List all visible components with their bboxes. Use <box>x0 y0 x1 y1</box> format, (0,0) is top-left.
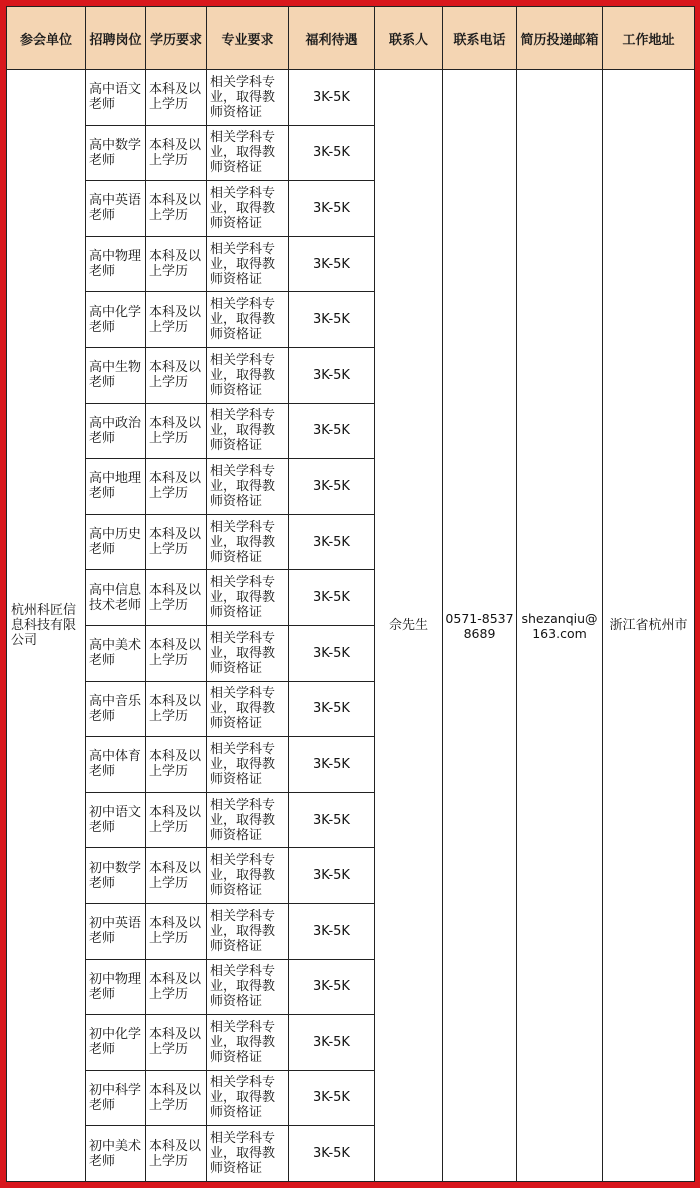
pay-cell: 3K-5K <box>289 181 375 237</box>
position-cell: 初中化学老师 <box>86 1015 146 1071</box>
pay-cell: 3K-5K <box>289 292 375 348</box>
major-cell: 相关学科专业，取得教师资格证 <box>207 792 289 848</box>
position-cell: 初中物理老师 <box>86 959 146 1015</box>
position-cell: 初中数学老师 <box>86 848 146 904</box>
education-cell: 本科及以上学历 <box>146 1126 207 1182</box>
major-cell: 相关学科专业，取得教师资格证 <box>207 70 289 126</box>
position-cell: 初中美术老师 <box>86 1126 146 1182</box>
contact-cell: 佘先生 <box>375 70 443 1182</box>
company-cell: 杭州科匠信息科技有限公司 <box>7 70 86 1182</box>
major-cell: 相关学科专业，取得教师资格证 <box>207 1070 289 1126</box>
position-cell: 初中语文老师 <box>86 792 146 848</box>
major-cell: 相关学科专业，取得教师资格证 <box>207 403 289 459</box>
education-cell: 本科及以上学历 <box>146 903 207 959</box>
major-cell: 相关学科专业，取得教师资格证 <box>207 625 289 681</box>
header-address: 工作地址 <box>603 7 695 70</box>
education-cell: 本科及以上学历 <box>146 459 207 515</box>
education-cell: 本科及以上学历 <box>146 625 207 681</box>
education-cell: 本科及以上学历 <box>146 292 207 348</box>
table-header-row <box>7 7 695 70</box>
major-cell: 相关学科专业，取得教师资格证 <box>207 1015 289 1071</box>
position-cell: 高中数学老师 <box>86 125 146 181</box>
education-cell: 本科及以上学历 <box>146 1015 207 1071</box>
header-company: 参会单位 <box>7 7 86 70</box>
education-cell: 本科及以上学历 <box>146 236 207 292</box>
major-cell: 相关学科专业，取得教师资格证 <box>207 514 289 570</box>
pay-cell: 3K-5K <box>289 347 375 403</box>
major-cell: 相关学科专业，取得教师资格证 <box>207 737 289 793</box>
position-cell: 高中政治老师 <box>86 403 146 459</box>
position-cell: 高中英语老师 <box>86 181 146 237</box>
phone-cell: 0571-85378689 <box>443 70 517 1182</box>
pay-cell: 3K-5K <box>289 514 375 570</box>
page-frame <box>6 6 694 1182</box>
header-major: 专业要求 <box>207 7 289 70</box>
position-cell: 高中化学老师 <box>86 292 146 348</box>
pay-cell: 3K-5K <box>289 959 375 1015</box>
position-cell: 高中生物老师 <box>86 347 146 403</box>
position-cell: 高中体育老师 <box>86 737 146 793</box>
education-cell: 本科及以上学历 <box>146 681 207 737</box>
position-cell: 初中科学老师 <box>86 1070 146 1126</box>
education-cell: 本科及以上学历 <box>146 70 207 126</box>
education-cell: 本科及以上学历 <box>146 1070 207 1126</box>
education-cell: 本科及以上学历 <box>146 125 207 181</box>
pay-cell: 3K-5K <box>289 236 375 292</box>
address-cell: 浙江省杭州市 <box>603 70 695 1182</box>
education-cell: 本科及以上学历 <box>146 737 207 793</box>
pay-cell: 3K-5K <box>289 681 375 737</box>
position-cell: 高中地理老师 <box>86 459 146 515</box>
header-position: 招聘岗位 <box>86 7 146 70</box>
education-cell: 本科及以上学历 <box>146 181 207 237</box>
education-cell: 本科及以上学历 <box>146 514 207 570</box>
major-cell: 相关学科专业，取得教师资格证 <box>207 347 289 403</box>
pay-cell: 3K-5K <box>289 70 375 126</box>
position-cell: 高中语文老师 <box>86 70 146 126</box>
pay-cell: 3K-5K <box>289 125 375 181</box>
pay-cell: 3K-5K <box>289 625 375 681</box>
table-body <box>7 70 695 1182</box>
recruitment-table <box>6 6 695 1182</box>
major-cell: 相关学科专业，取得教师资格证 <box>207 181 289 237</box>
major-cell: 相关学科专业，取得教师资格证 <box>207 959 289 1015</box>
position-cell: 初中英语老师 <box>86 903 146 959</box>
header-phone: 联系电话 <box>443 7 517 70</box>
pay-cell: 3K-5K <box>289 903 375 959</box>
header-pay: 福利待遇 <box>289 7 375 70</box>
pay-cell: 3K-5K <box>289 1126 375 1182</box>
education-cell: 本科及以上学历 <box>146 792 207 848</box>
pay-cell: 3K-5K <box>289 570 375 626</box>
pay-cell: 3K-5K <box>289 459 375 515</box>
education-cell: 本科及以上学历 <box>146 347 207 403</box>
pay-cell: 3K-5K <box>289 1070 375 1126</box>
education-cell: 本科及以上学历 <box>146 570 207 626</box>
position-cell: 高中物理老师 <box>86 236 146 292</box>
position-cell: 高中音乐老师 <box>86 681 146 737</box>
major-cell: 相关学科专业，取得教师资格证 <box>207 1126 289 1182</box>
position-cell: 高中历史老师 <box>86 514 146 570</box>
education-cell: 本科及以上学历 <box>146 959 207 1015</box>
education-cell: 本科及以上学历 <box>146 848 207 904</box>
position-cell: 高中美术老师 <box>86 625 146 681</box>
pay-cell: 3K-5K <box>289 403 375 459</box>
email-cell: shezanqiu@163.com <box>517 70 603 1182</box>
major-cell: 相关学科专业，取得教师资格证 <box>207 292 289 348</box>
header-email: 简历投递邮箱 <box>517 7 603 70</box>
pay-cell: 3K-5K <box>289 848 375 904</box>
major-cell: 相关学科专业，取得教师资格证 <box>207 236 289 292</box>
major-cell: 相关学科专业，取得教师资格证 <box>207 125 289 181</box>
header-education: 学历要求 <box>146 7 207 70</box>
major-cell: 相关学科专业，取得教师资格证 <box>207 459 289 515</box>
header-contact: 联系人 <box>375 7 443 70</box>
pay-cell: 3K-5K <box>289 737 375 793</box>
education-cell: 本科及以上学历 <box>146 403 207 459</box>
position-cell: 高中信息技术老师 <box>86 570 146 626</box>
pay-cell: 3K-5K <box>289 1015 375 1071</box>
major-cell: 相关学科专业，取得教师资格证 <box>207 848 289 904</box>
major-cell: 相关学科专业，取得教师资格证 <box>207 681 289 737</box>
table-row <box>7 70 695 126</box>
pay-cell: 3K-5K <box>289 792 375 848</box>
major-cell: 相关学科专业，取得教师资格证 <box>207 570 289 626</box>
major-cell: 相关学科专业，取得教师资格证 <box>207 903 289 959</box>
